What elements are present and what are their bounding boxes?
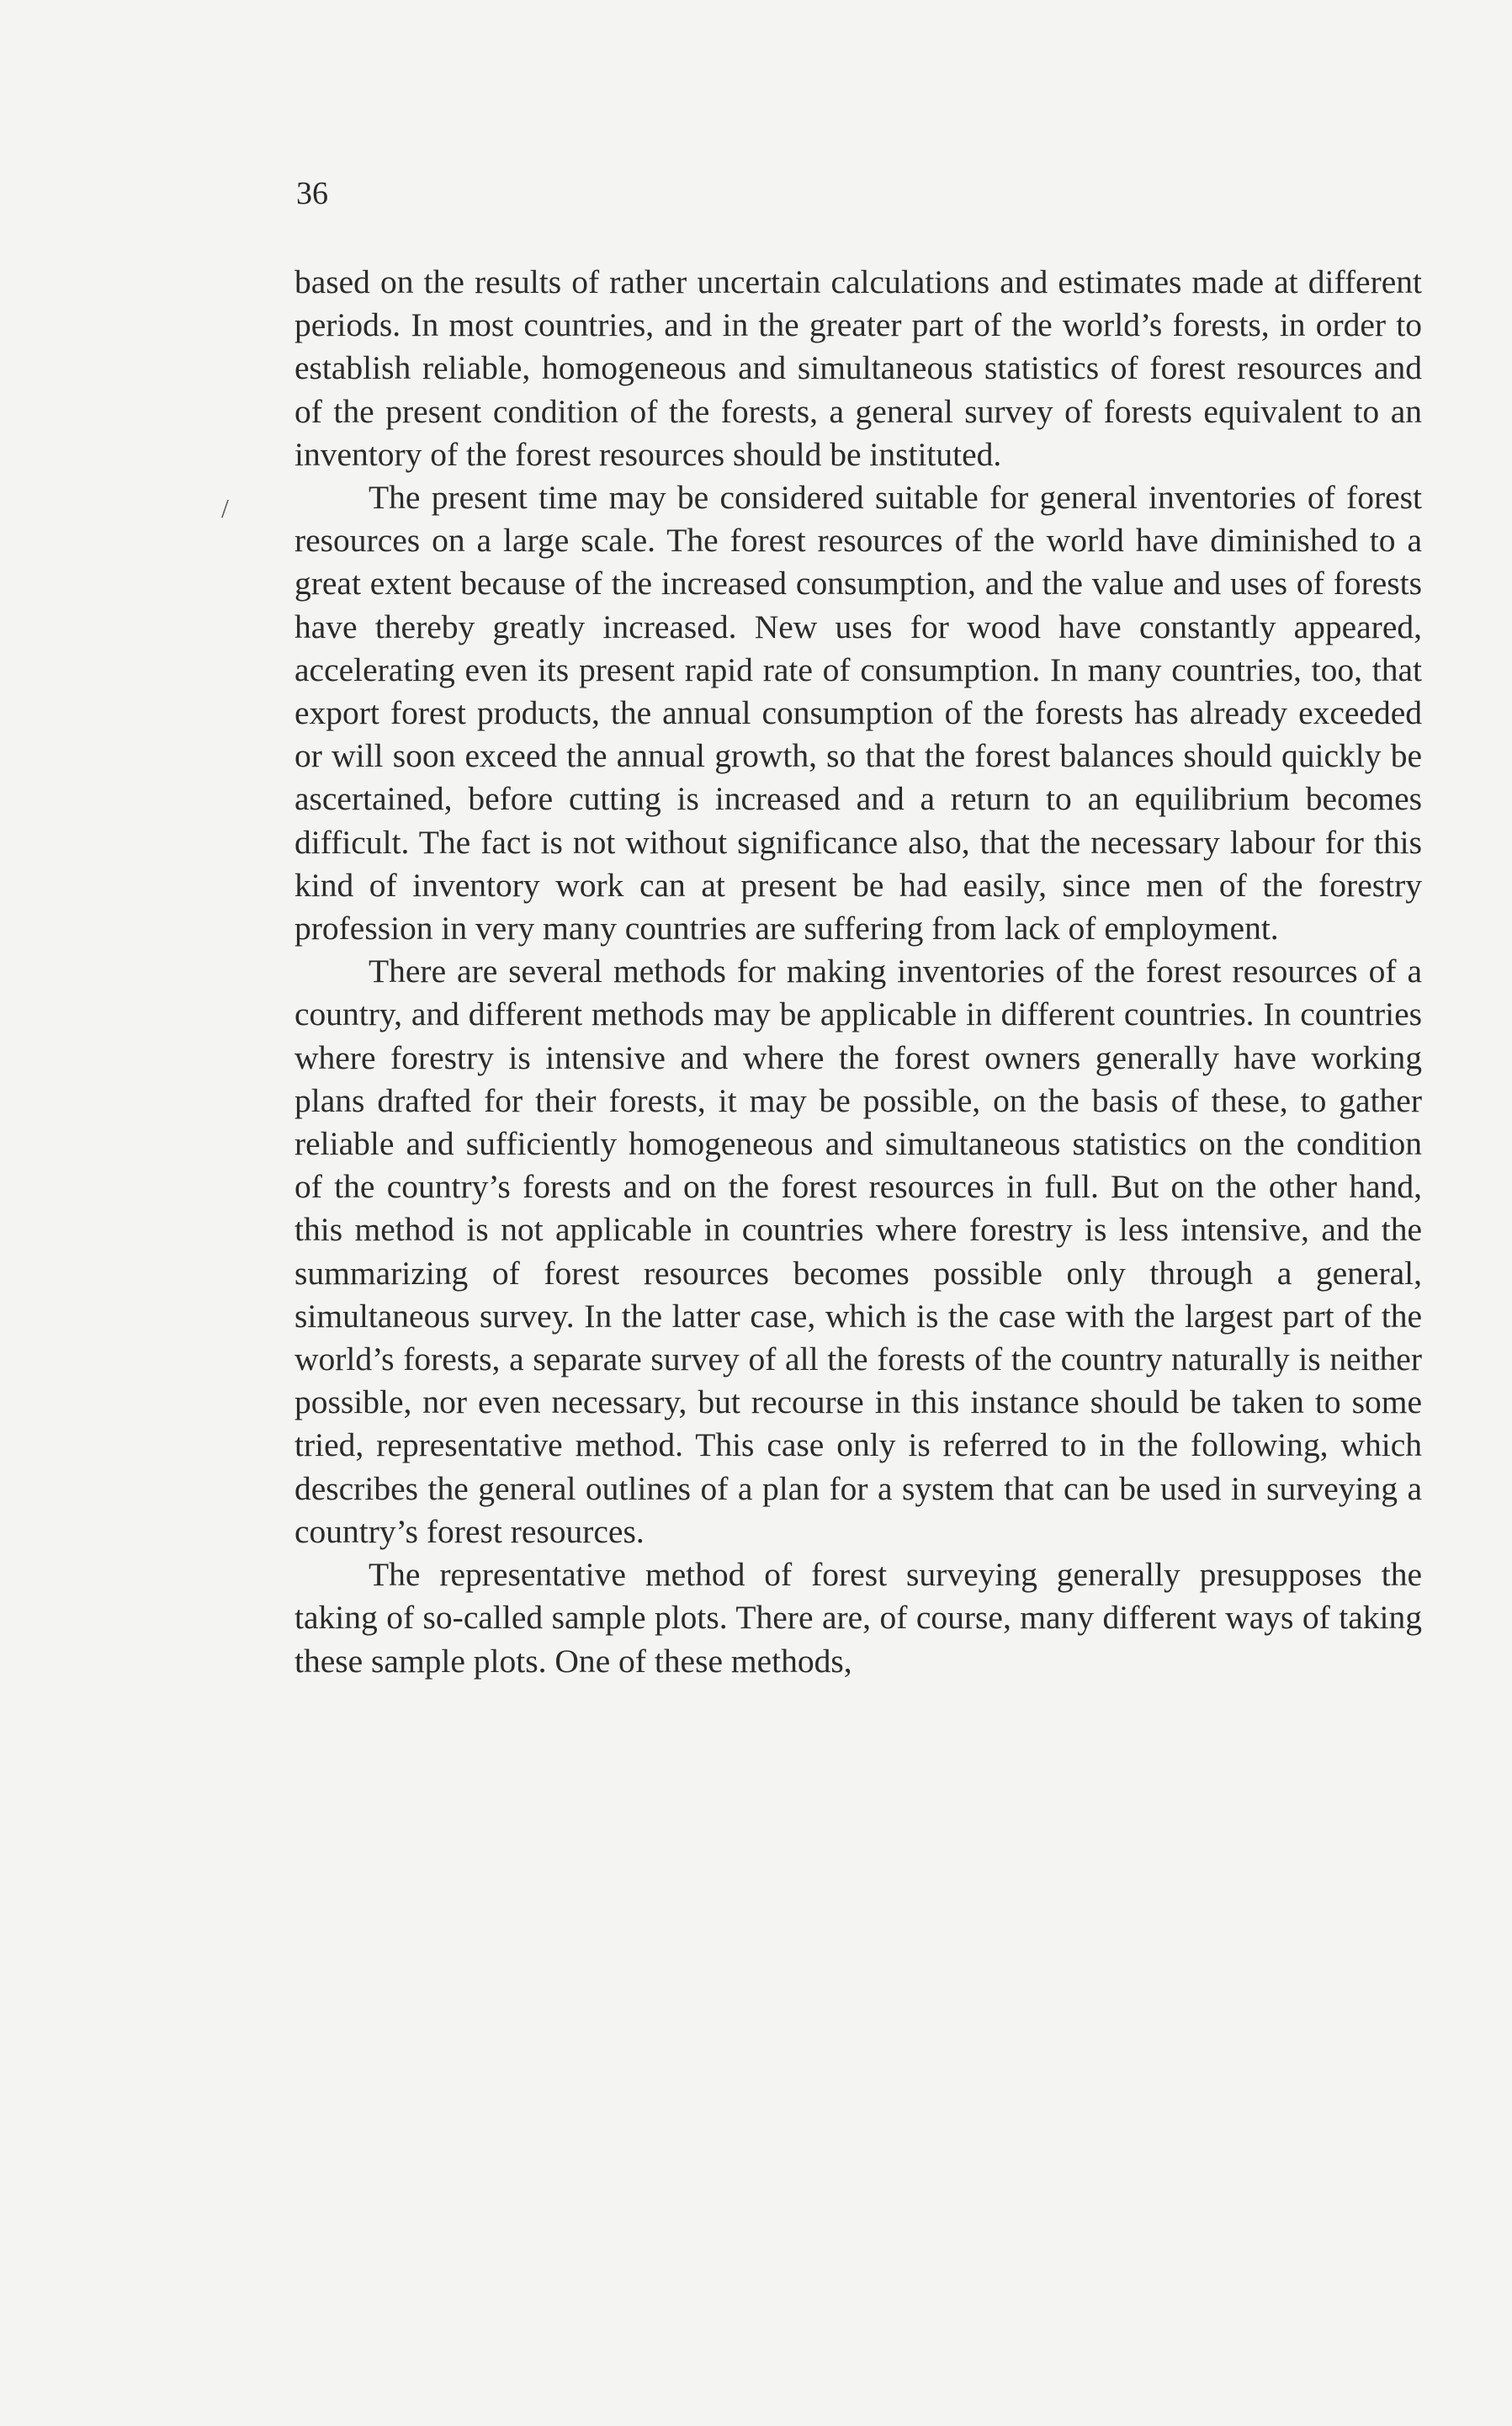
paragraph-inventory-methods: There are several methods for making inventories of the forest resources of a country, and different methods may be applicable in different countries. In countries where forestry is intensive and where the forest owners generally have working plans drafted for their forests, it may be possible, on the basis of these, to gather reliable and sufficiently homogeneous and simultaneous statistics on the condition of the country’s forests and on the forest resources in full. But on the other hand, this method is not applicable in countries where forestry is less intensive, and the summarizing of forest resources becomes possible only through a general, simultaneous survey. In the latter case, which is the case with the largest part of the world’s forests, a separate survey of all the forests of the country naturally is neither possible, nor even necessary, but recourse in this instance should be taken to some tried, representative method. This case only is referred to in the following, which describes the general outlines of a plan for a system that can be used in surveying a country’s forest resources. (294, 953, 1422, 1550)
page-number: 36 (296, 176, 328, 211)
body-text (294, 261, 1422, 1683)
paragraph-inventories-timing: The present time may be considered suitable for general inventories of forest resources on a large scale. The forest resources of the world have diminished to a great extent because of the increased consumption, and the value and uses of forests have thereby greatly increased. New uses for wood have constantly appeared, accelerating even its present rapid rate of consumption. In many countries, too, that export forest products, the annual consumption of the forests has already exceeded or will soon exceed the annual growth, so that the forest balances should quickly be ascertained, before cutting is increased and a return to an equilibrium becomes difficult. The fact is not without significance also, that the necessary labour for this kind of inventory work can at present be had easily, since men of the forestry profession in very many countries are suffering from lack of employment. (294, 479, 1422, 948)
paragraph-continuation: based on the results of rather uncertain calculations and estimates made at different periods. In most countries, and in the greater part of the world’s forests, in order to establish reliable, homogeneous and simultaneous statistics of forest resources and of the present condition of the forests, a general survey of forests equivalent to an inventory of the forest resources should be instituted. (294, 263, 1422, 473)
paragraph-representative-method: The representative method of forest surveying generally presupposes the taking of so-called sample plots. There are, of course, many different ways of taking these sample plots. One of these methods, (294, 1556, 1422, 1680)
margin-mark: / (221, 493, 229, 523)
